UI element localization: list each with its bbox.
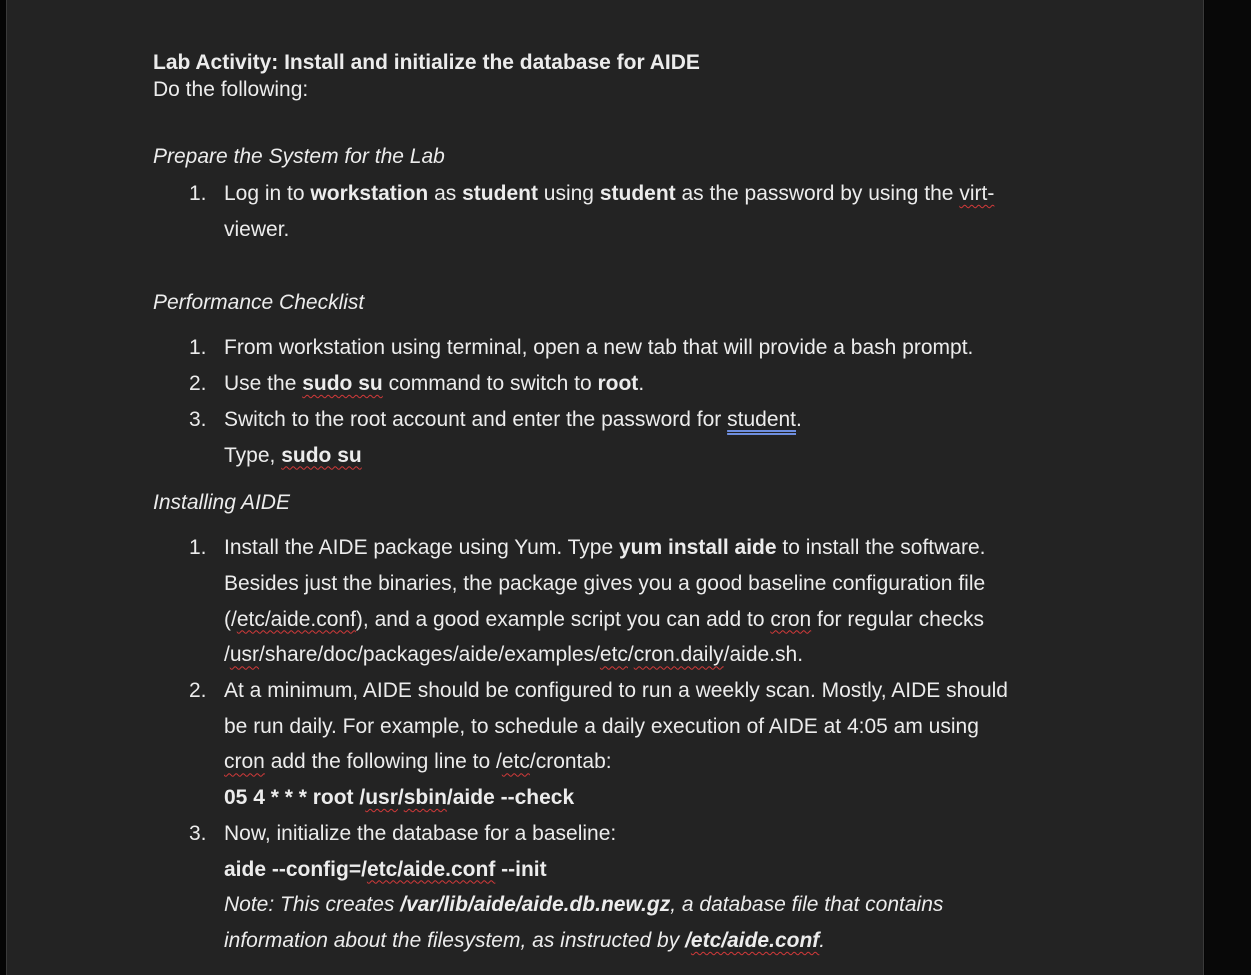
spellcheck-word: cron — [770, 607, 812, 631]
list-item — [153, 176, 1083, 247]
list-number: 1. — [189, 336, 207, 360]
spellcheck-word: etc/aide.conf — [366, 857, 496, 881]
item-text: Type, — [224, 443, 282, 467]
spellcheck-word: etc/aide.conf — [690, 928, 820, 952]
item-text: add the following line to / — [264, 750, 502, 774]
page-title: Lab Activity: Install and initialize the database for AIDE — [153, 51, 700, 74]
item-text: . — [638, 372, 645, 396]
list-item — [153, 530, 1083, 673]
item-text: Switch to the root account and enter the password for — [224, 407, 728, 431]
section-heading-installing: Installing AIDE — [153, 491, 290, 515]
item-text: /crontab: — [529, 750, 612, 774]
item-bold: yum install aide — [618, 536, 777, 560]
grammar-word: student — [727, 407, 797, 431]
list-number: 1. — [189, 182, 207, 205]
item-text: as — [428, 182, 463, 205]
list-item — [153, 330, 1083, 366]
list-number: 1. — [189, 536, 207, 560]
note-text: , a database file that contains — [670, 893, 944, 917]
item-bold: sudo su — [281, 443, 362, 467]
spellcheck-word: usr — [229, 643, 260, 667]
prepare-list — [153, 176, 1083, 247]
section-heading-checklist: Performance Checklist — [153, 291, 365, 315]
note-text: . — [819, 928, 826, 952]
note-path: /var/lib/aide/aide.db.new.gz — [400, 893, 671, 917]
note-path: / — [685, 928, 691, 952]
spellcheck-word: etc — [501, 750, 530, 774]
list-number: 2. — [189, 372, 207, 396]
spellcheck-word: usr — [365, 786, 398, 810]
note-text: Note: This creates — [224, 893, 401, 917]
item-text: Use the — [224, 372, 303, 396]
item-text: Now, initialize the database for a baseline: — [224, 821, 617, 845]
code-text: / — [397, 786, 404, 810]
item-bold: workstation — [310, 182, 429, 205]
item-text: Install the AIDE package using Yum. Type — [224, 536, 619, 560]
item-text: /aide.sh. — [723, 643, 804, 667]
item-text: viewer. — [224, 217, 290, 241]
list-item — [153, 402, 1083, 473]
spellcheck-word: virt- — [959, 182, 995, 205]
list-number: 3. — [189, 821, 207, 845]
item-text: for regular checks — [811, 607, 984, 631]
section-heading-prepare: Prepare the System for the Lab — [153, 145, 445, 168]
right-dark-strip — [1205, 0, 1251, 975]
list-item — [153, 816, 1083, 959]
item-text: / — [627, 643, 634, 667]
item-text: From workstation using terminal, open a new tab that will provide a bash prompt. — [224, 336, 974, 360]
intro-text: Do the following: — [153, 78, 309, 101]
list-number: 3. — [189, 407, 207, 431]
checklist-list — [153, 330, 1083, 473]
item-bold: student — [599, 182, 676, 205]
item-text: to install the software. — [776, 536, 986, 560]
item-text: using — [537, 182, 600, 205]
item-text: (/ — [224, 607, 237, 631]
spellcheck-word: sbin — [403, 786, 447, 810]
list-number: 2. — [189, 679, 207, 703]
item-text: Besides just the binaries, the package gives you a good baseline configuration file — [224, 571, 986, 595]
code-text: /aide --check — [446, 786, 575, 810]
item-text: ), and a good example script you can add to — [355, 607, 771, 631]
item-text: /share/doc/packages/aide/examples/ — [259, 643, 600, 667]
spellcheck-word: cron.daily — [633, 643, 724, 667]
item-bold: root — [597, 372, 639, 396]
code-text: --init — [495, 857, 547, 881]
note-text: information about the filesystem, as instructed by — [224, 928, 686, 952]
code-text: 05 4 * * * root / — [224, 786, 366, 810]
item-text: as the password by using the — [675, 182, 960, 205]
item-bold: student — [462, 182, 538, 205]
document-page — [6, 0, 1204, 975]
item-text: At a minimum, AIDE should be configured to run a weekly scan. Mostly, AIDE should — [224, 679, 1008, 703]
item-text: command to switch to — [382, 372, 598, 396]
installing-list — [153, 530, 1083, 958]
item-bold: sudo su — [302, 372, 383, 396]
spellcheck-word: cron — [224, 750, 265, 774]
document-content — [153, 49, 1083, 959]
item-text: Log in to — [224, 182, 311, 205]
item-text: / — [224, 643, 230, 667]
spellcheck-word: etc — [599, 643, 628, 667]
list-item — [153, 673, 1083, 816]
code-text: aide --config=/ — [224, 857, 367, 881]
list-item — [153, 366, 1083, 402]
spellcheck-word: etc/aide.conf — [236, 607, 356, 631]
item-text: be run daily. For example, to schedule a daily execution of AIDE at 4:05 am using — [224, 714, 979, 738]
item-text: . — [796, 407, 802, 431]
